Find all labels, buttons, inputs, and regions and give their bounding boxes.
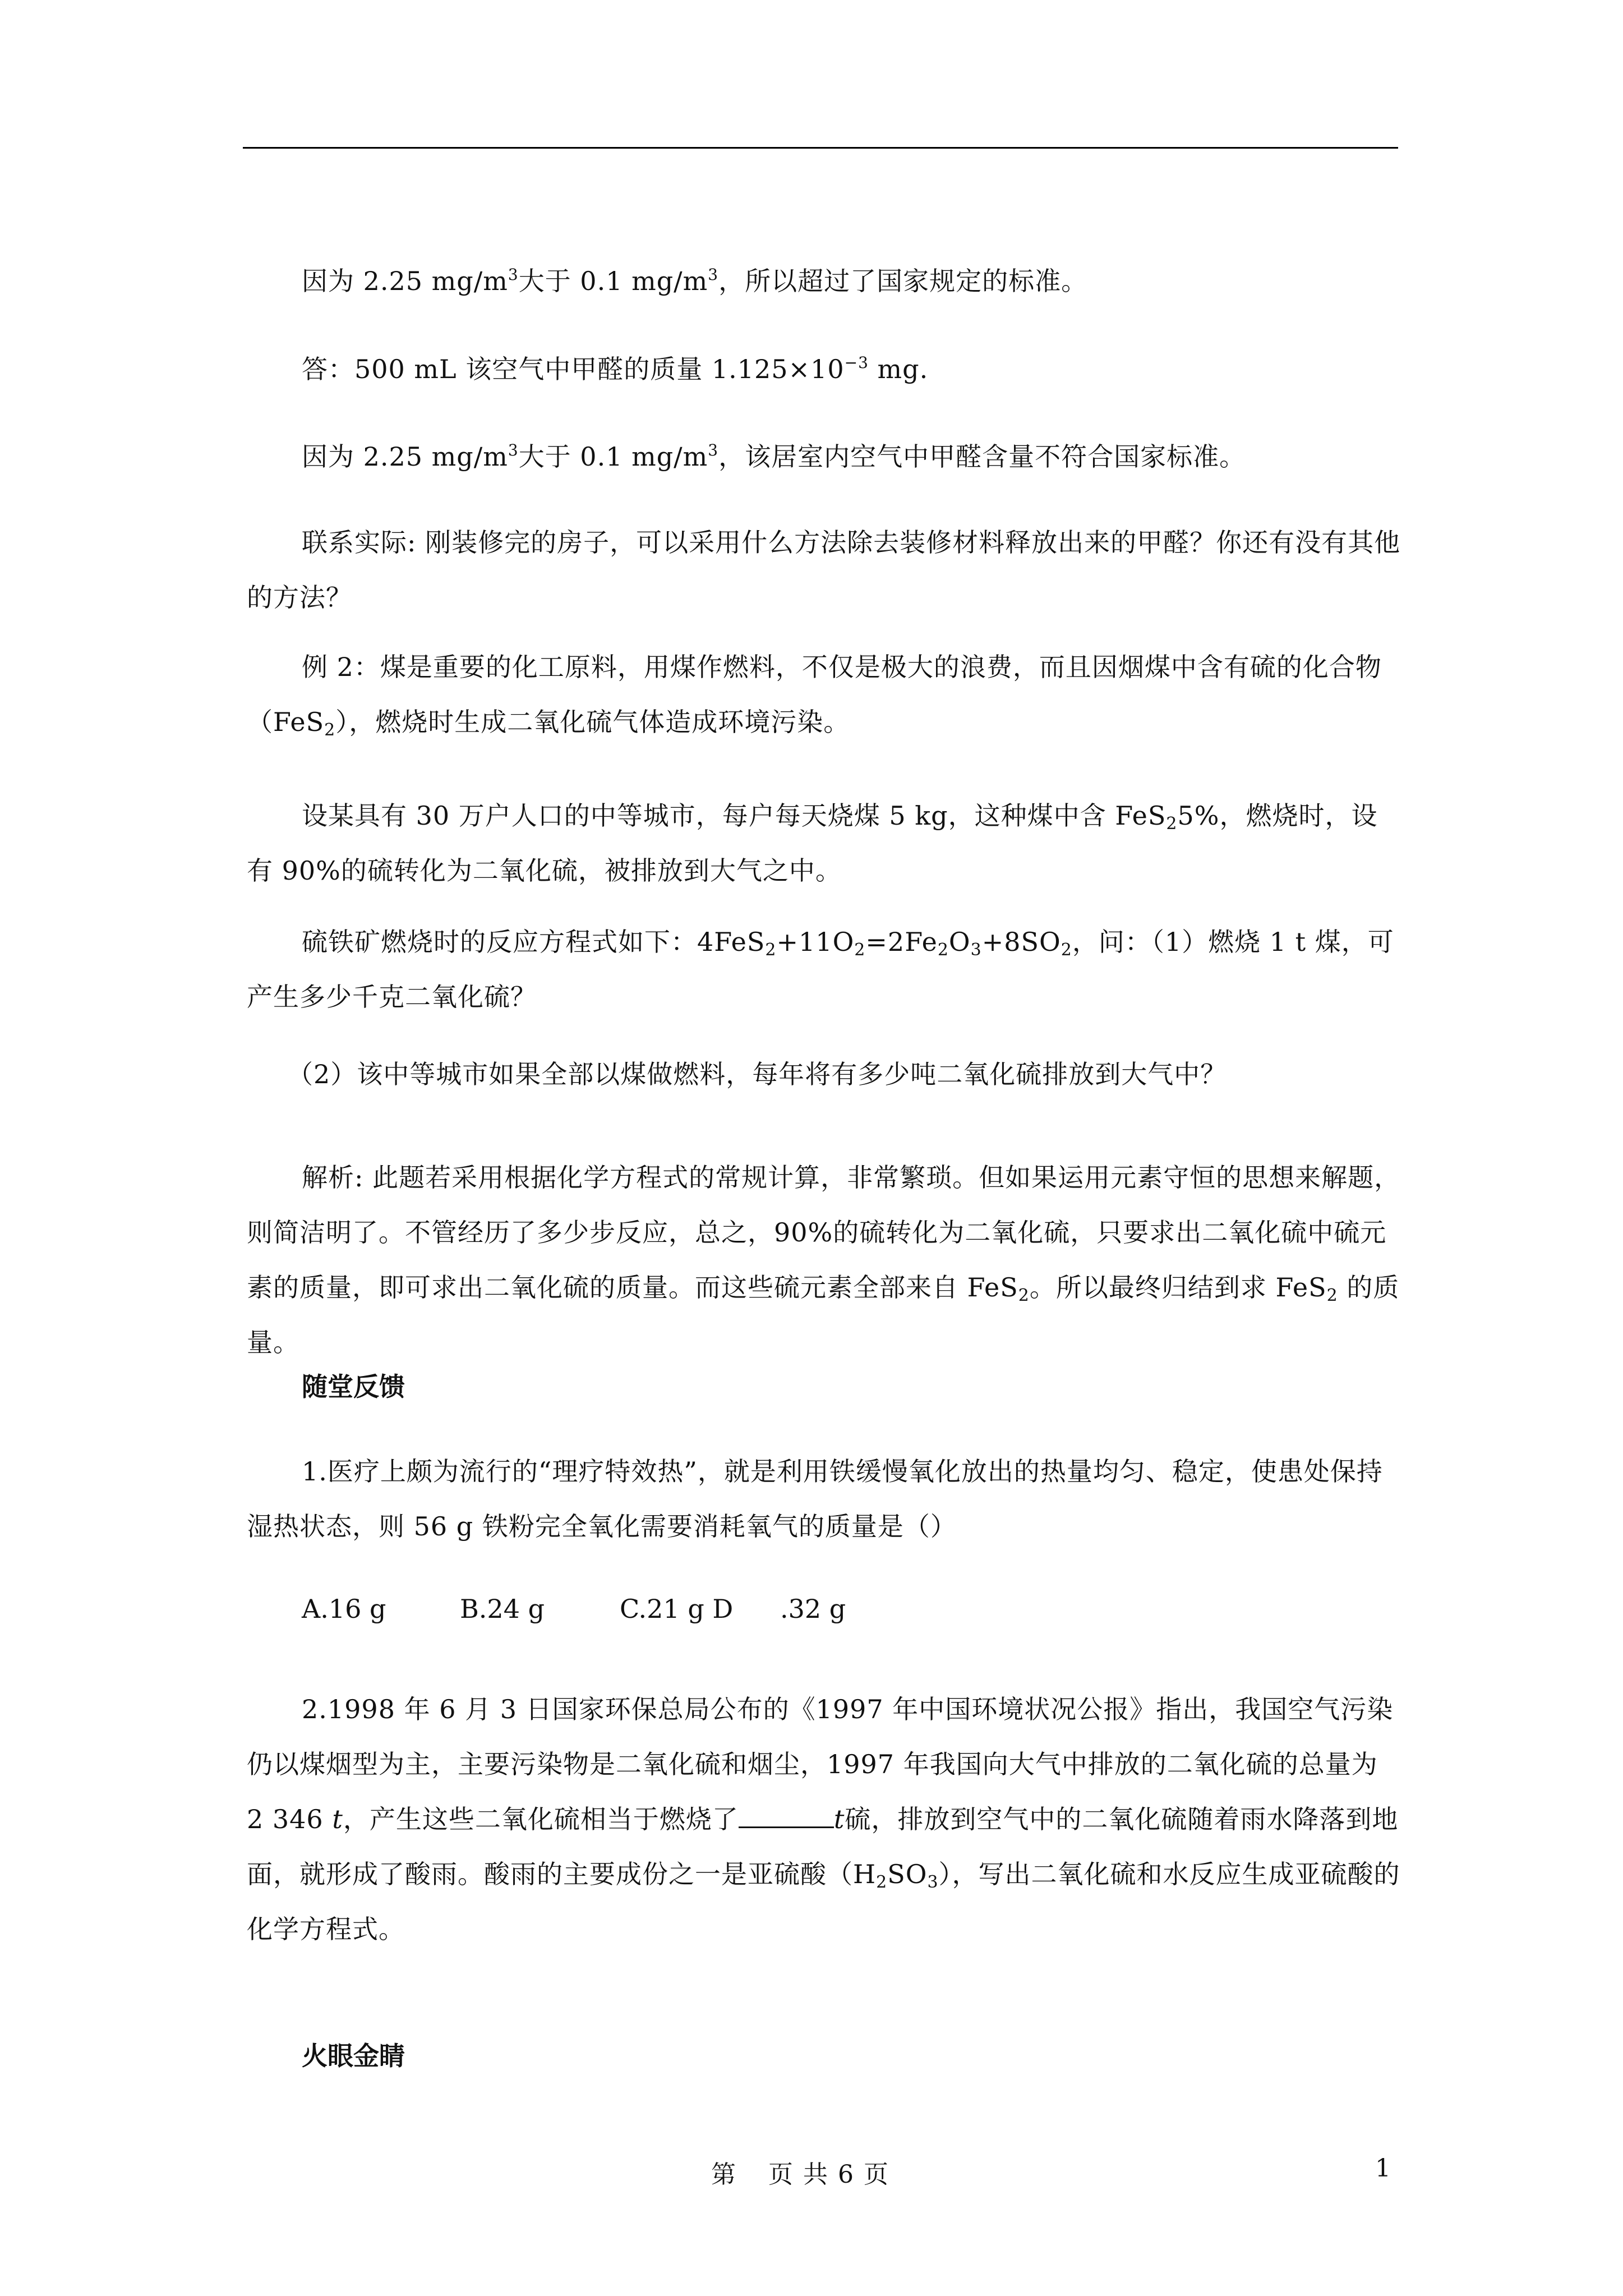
heading-sharp-eyes: 火眼金睛 [302,2041,405,2071]
option-b: B.24 g [460,1594,545,1624]
question-1: 1.医疗上颇为流行的“理疗特效热”，就是利用铁缓慢氧化放出的热量均匀、稳定，使患处保持湿热状态，则 56 g 铁粉完全氧化需要消耗氧气的质量是（） [247,1456,1383,1542]
paragraph-analysis: 解析: 此题若采用根据化学方程式的常规计算，非常繁琐。但如果运用元素守恒的思想来解题，则简洁明了。不管经历了多少步反应，总之，90%的硫转化为二氧化硫，只要求出二氧化硫中硫元素的质量，即可求出二氧化硫的质量。而这些硫元素全部来自 FeS$_2$。所以最终归结到求 FeS$_2$ 的质量。 [247,1162,1401,1358]
heading-in-class-feedback: 随堂反馈 [302,1372,405,1402]
paragraph-city-setup: 设某具有 30 万户人口的中等城市，每户每天烧煤 5 kg，这种煤中含 FeS$_2$5%，燃烧时，设有 90%的硫转化为二氧化硫，被排放到大气之中。 [247,800,1378,886]
page-footer: 第 页 共 6 页 [711,2160,888,2189]
paragraph-standard-exceeded: 因为 2.25 $mg/m^3$大于 0.1 $mg/m^3$，所以超过了国家规定的标准。 [302,265,1088,296]
paragraph-standard-not-met: 因为 2.25 $mg/m^3$大于 0.1 $mg/m^3$，该居室内空气中甲醛含量不符合国家标准。 [302,441,1246,472]
option-c: C.21 g D [620,1594,734,1624]
answer-blank[interactable] [739,1802,834,1828]
page-number: 1 [1375,2154,1391,2183]
option-d: .32 g [780,1594,846,1624]
option-a: A.16 g [302,1594,386,1624]
header-rule [243,147,1398,149]
paragraph-reaction-equation: 硫铁矿燃烧时的反应方程式如下：$4FeS_2+11O_2=2Fe_2O_3+8SO_2$，问：（1）燃烧 1 t 煤，可产生多少千克二氧化硫？ [247,927,1394,1012]
paragraph-question-2: （2）该中等城市如果全部以煤做燃料，每年将有多少吨二氧化硫排放到大气中？ [287,1059,1227,1089]
question-1-options [302,1592,846,1626]
paragraph-practical-question: 联系实际: 刚装修完的房子，可以采用什么方法除去装修材料释放出来的甲醛？你还有没有其他的方法？ [247,527,1401,613]
paragraph-answer: 答：500 mL 该空气中甲醛的质量 $1.125\times 10^{-3}$ mg. [302,353,929,384]
question-2: 2.1998 年 6 月 3 日国家环保总局公布的《1997 年中国环境状况公报》指出，我国空气污染仍以煤烟型为主，主要污染物是二氧化硫和烟尘，1997 年我国向大气中排放的二氧化硫的总量为 2 346 t，产生这些二氧化硫相当于燃烧了 t硫，排放到空气中的二氧化硫随着雨水降落到地面，就形成了酸雨。酸雨的主要成份之一是亚硫酸$(H_2SO_3)$，写出二氧化硫和水反应生成亚硫酸的化学方程式。 [247,1694,1400,1944]
paragraph-example-2: 例 2：煤是重要的化工原料，用煤作燃料，不仅是极大的浪费，而且因烟煤中含有硫的化合物（FeS$_2$），燃烧时生成二氧化硫气体造成环境污染。 [247,652,1382,740]
